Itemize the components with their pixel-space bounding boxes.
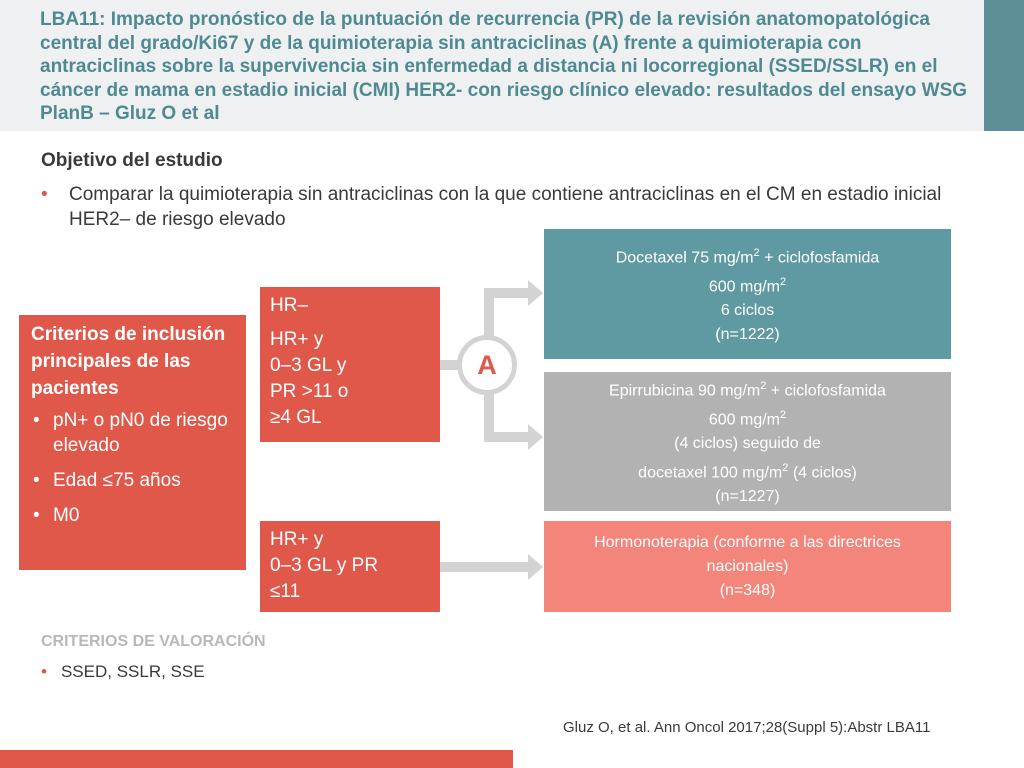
bullet-dot-icon: • <box>33 505 40 526</box>
group-line: ≥4 GL <box>270 407 322 428</box>
arm-docetaxel-box <box>544 229 951 359</box>
bullet-dot-icon: • <box>41 184 48 205</box>
arm-line: Docetaxel 75 $mg/m^2$ + ciclofosfamida <box>615 246 880 266</box>
inclusion-item-text: pN+ o pN0 de riesgo elevado <box>53 410 228 456</box>
group-line: ≤11 <box>270 581 301 602</box>
arm-line: 6 ciclos <box>720 302 775 320</box>
inclusion-item-text: M0 <box>53 505 80 526</box>
arm-line: 600 $mg/m^2$ <box>708 408 787 429</box>
arm-line: 600 $mg/m^2$ <box>708 276 787 296</box>
endpoints-heading: CRITERIOS DE VALORACIÓN <box>41 633 266 650</box>
bullet-dot-icon: • <box>33 410 40 431</box>
arm-line: (n=1222) <box>715 326 780 344</box>
arm-line: docetaxel 100 $mg/m^2$ (4 ciclos) <box>638 462 857 482</box>
arm-line: nacionales) <box>706 557 789 575</box>
objective-heading: Objetivo del estudio <box>41 150 223 171</box>
group-line: PR >11 o <box>270 381 349 402</box>
objective-text: Comparar la quimioterapia sin antraciclinas con la que contiene antraciclinas en el CM en estadio inicial HER2– de riesgo elevado <box>69 184 942 230</box>
group-line: 0–3 GL y PR <box>270 555 379 576</box>
endpoints-text: SSED, SSLR, SSE <box>60 662 205 681</box>
footer-accent-bar <box>0 750 513 768</box>
inclusion-heading: Criterios de inclusión principales de las pacientes <box>31 324 226 399</box>
group-line: 0–3 GL y <box>270 355 347 376</box>
arm-hormonotherapy-box <box>544 521 951 612</box>
group-line: HR– <box>270 295 309 316</box>
arrow-to-arm3 <box>440 554 543 580</box>
bullet-dot-icon: • <box>41 662 47 681</box>
randomization-circle: A <box>457 335 517 395</box>
inclusion-item-text: Edad ≤75 años <box>53 470 181 491</box>
group-line: HR+ y <box>270 329 324 350</box>
bullet-dot-icon: • <box>33 470 40 491</box>
endpoints-item <box>41 662 205 682</box>
arm-epirubicin-box <box>544 372 951 511</box>
citation: Gluz O, et al. Ann Oncol 2017;28(Suppl 5):Abstr LBA11 <box>563 719 931 736</box>
arm-line: (n=348) <box>719 581 776 599</box>
group-line: HR+ y <box>270 529 324 550</box>
arm-line: Hormonoterapia (conforme a las directrices <box>594 533 901 551</box>
arm-line: (n=1227) <box>715 488 780 506</box>
arm-line: Epirrubicina 90 $mg/m^2$ + ciclofosfamida <box>609 379 886 399</box>
arm-line: (4 ciclos) seguido de <box>674 435 821 453</box>
slide-title: LBA11: Impacto pronóstico de la puntuación de recurrencia (PR) de la revisión anatomopatológica central del grado/Ki67 y de la quimioterapia sin antraciclinas (A) frente a quimioterapia con antraciclinas sobre la supervivencia sin enfermedad a distancia ni locorregional (SSED/SSLR) en el cáncer de mama en estadio inicial (CMI) HER2- con riesgo clínico elevado: resultados del ensayo WSG PlanB – Gluz O et al <box>40 9 968 124</box>
